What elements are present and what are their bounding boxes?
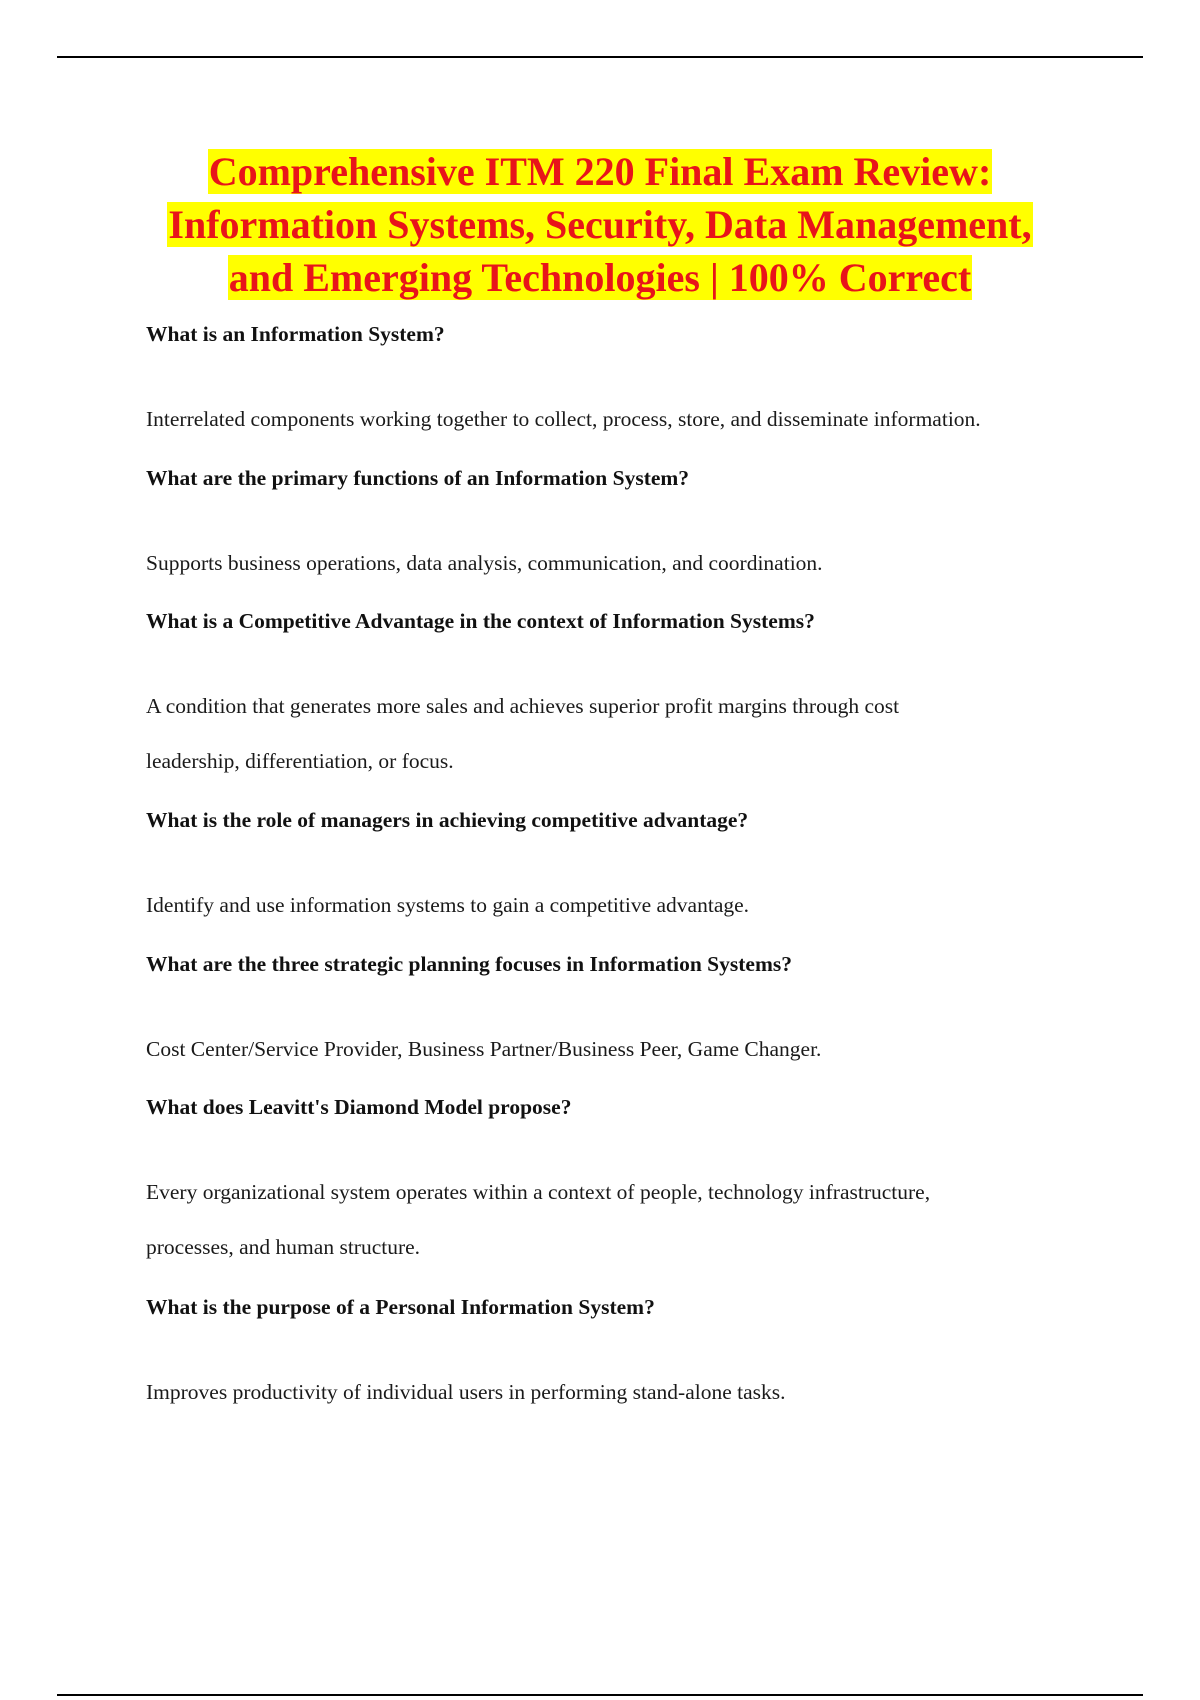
qa-item bbox=[146, 950, 1106, 1077]
title-line-3: and Emerging Technologies | 100% Correct bbox=[228, 255, 972, 300]
qa-item bbox=[146, 1093, 1106, 1275]
answer-line: Every organizational system operates within a context of people, technology infrastructure, bbox=[146, 1180, 931, 1204]
question: What is the role of managers in achieving competitive advantage? bbox=[146, 808, 749, 832]
qa-item bbox=[146, 1293, 1106, 1420]
answer-line: A condition that generates more sales and achieves superior profit margins through cost bbox=[146, 694, 900, 718]
qa-item bbox=[146, 806, 1106, 933]
answer: Identify and use information systems to gain a competitive advantage. bbox=[146, 893, 750, 917]
question: What are the primary functions of an Information System? bbox=[146, 466, 690, 490]
answer: Supports business operations, data analysis, communication, and coordination. bbox=[146, 551, 823, 575]
question: What are the three strategic planning focuses in Information Systems? bbox=[146, 952, 792, 976]
question: What is a Competitive Advantage in the context of Information Systems? bbox=[146, 609, 815, 633]
question: What is the purpose of a Personal Information System? bbox=[146, 1295, 655, 1319]
qa-item bbox=[146, 607, 1106, 789]
answer: Interrelated components working together to collect, process, store, and disseminate information. bbox=[146, 407, 981, 431]
answer-line: processes, and human structure. bbox=[146, 1235, 421, 1259]
qa-item bbox=[146, 320, 1106, 447]
answer-line: leadership, differentiation, or focus. bbox=[146, 749, 454, 773]
answer: Improves productivity of individual users in performing stand-alone tasks. bbox=[146, 1380, 786, 1404]
question: What does Leavitt's Diamond Model propose? bbox=[146, 1095, 572, 1119]
top-rule bbox=[57, 56, 1143, 58]
bottom-rule bbox=[57, 1694, 1143, 1696]
document-title bbox=[60, 145, 1140, 304]
qa-item bbox=[146, 464, 1106, 591]
question: What is an Information System? bbox=[146, 322, 445, 346]
answer: Cost Center/Service Provider, Business Partner/Business Peer, Game Changer. bbox=[146, 1037, 822, 1061]
title-line-1: Comprehensive ITM 220 Final Exam Review: bbox=[208, 149, 992, 194]
title-line-2: Information Systems, Security, Data Management, bbox=[168, 202, 1032, 247]
